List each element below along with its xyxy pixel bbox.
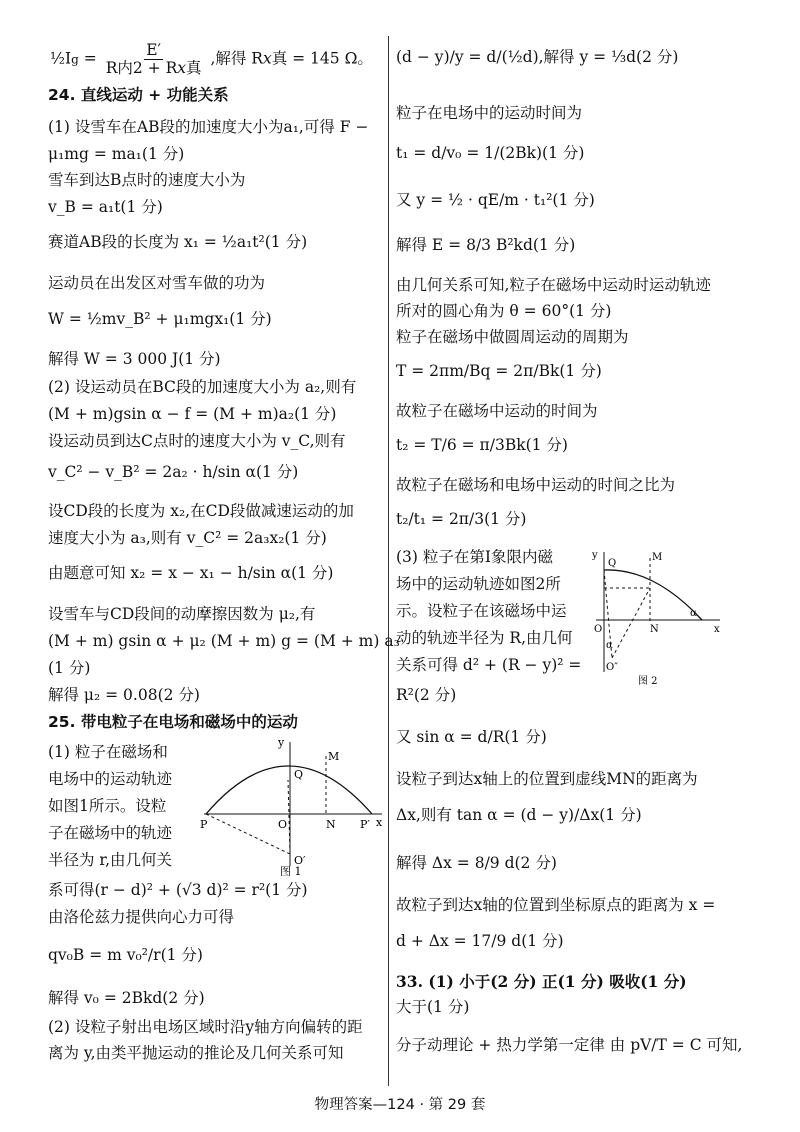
fraction: $\frac{E'}{\text{R内2 + R𝑥真}}$: [105, 41, 202, 78]
right-line: 分子动理论 + 热力学第一定律 由 pV/T = C 可知,: [396, 1036, 743, 1054]
q24-line: v_B = a₁t(1 分): [48, 198, 163, 216]
right-line: t₂/t₁ = 2π/3(1 分): [396, 510, 527, 528]
right-line: 故粒子在磁场中运动的时间为: [396, 402, 598, 420]
right-line: (d − y)/y = d/(½d),解得 y = ⅓d(2 分): [396, 48, 679, 66]
right-line: 场中的运动轨迹如图2所: [396, 575, 561, 593]
label-o: O: [594, 624, 603, 635]
q24-line: 设运动员到达C点时的速度大小为 v_C,则有: [48, 432, 346, 450]
label-o-double-prime: O″: [606, 662, 618, 673]
label-q: Q: [608, 558, 617, 569]
q25-line: 离为 y,由类平抛运动的推论及几何关系可知: [48, 1044, 344, 1062]
q24-line: 由题意可知 x₂ = x − x₁ − h/sin α(1 分): [48, 564, 334, 582]
label-y: y: [278, 736, 285, 749]
right-line: 由几何关系可知,粒子在磁场中运动时运动轨迹: [396, 276, 711, 294]
label-m: M: [652, 552, 663, 563]
label-m: M: [328, 750, 340, 763]
q24-line: (1 分): [48, 659, 91, 677]
right-line: 又 y = ½ · qE/m · t₁²(1 分): [396, 191, 595, 209]
q24-line: (1) 设雪车在AB段的加速度大小为a₁,可得 F −: [48, 118, 369, 136]
right-line: t₁ = d/v₀ = 1/(2Bk)(1 分): [396, 144, 585, 162]
label-y: y: [592, 550, 598, 561]
q25-line: 半径为 r,由几何关: [48, 851, 173, 869]
q25-line: 由洛伦兹力提供向心力可得: [48, 908, 235, 926]
label-n: N: [650, 624, 659, 635]
label-o-prime: O′: [294, 854, 306, 867]
trajectory-curve: [604, 570, 702, 620]
q25-line: 子在磁场中的轨迹: [48, 824, 173, 842]
right-line: 粒子在电场中的运动时间为: [396, 104, 583, 122]
label-x: x: [714, 624, 720, 635]
question-24-title: 24. 直线运动 + 功能关系: [48, 86, 229, 104]
q25-line: 如图1所示。设粒: [48, 797, 167, 815]
q24-line: μ₁mg = ma₁(1 分): [48, 145, 185, 163]
column-divider: [388, 36, 389, 1086]
right-line: 所对的圆心角为 θ = 60°(1 分): [396, 302, 612, 320]
label-x: x: [376, 816, 383, 829]
radius-line: [612, 588, 650, 658]
right-line: 动的轨迹半径为 R,由几何: [396, 629, 573, 647]
right-line: 解得 Δx = 8/9 d(2 分): [396, 854, 557, 872]
label-p: P: [200, 818, 208, 831]
q25-line: (1) 粒子在磁场和: [48, 743, 168, 761]
q24-line: 设雪车与CD段间的动摩擦因数为 μ₂,有: [48, 605, 316, 623]
q25-line: qv₀B = m v₀²/r(1 分): [48, 946, 203, 964]
right-line: 又 sin α = d/R(1 分): [396, 728, 547, 746]
q24-line: 赛道AB段的长度为 x₁ = ½a₁t²(1 分): [48, 233, 308, 251]
right-line: 解得 E = 8/3 B²kd(1 分): [396, 236, 576, 254]
question-25-title: 25. 带电粒子在电场和磁场中的运动: [48, 713, 298, 731]
right-line: (3) 粒子在第Ⅰ象限内磁: [396, 548, 554, 566]
q24-line: (M + m)gsin α − f = (M + m)a₂(1 分): [48, 405, 337, 423]
right-line: 关系可得 d² + (R − y)² =: [396, 656, 582, 674]
q24-line: 解得 μ₂ = 0.08(2 分): [48, 686, 200, 704]
right-line: Δx,则有 tan α = (d − y)/Δx(1 分): [396, 806, 642, 824]
q24-line: 设CD段的长度为 x₂,在CD段做减速运动的加: [48, 502, 354, 520]
right-line: t₂ = T/6 = π/3Bk(1 分): [396, 436, 568, 454]
right-line: T = 2πm/Bq = 2π/Bk(1 分): [396, 362, 602, 380]
trajectory-curve: [206, 766, 372, 814]
right-line: R²(2 分): [396, 686, 457, 704]
figure-2: [592, 548, 724, 686]
q24-line: 雪车到达B点时的速度大小为: [48, 171, 246, 189]
q25-line: 解得 v₀ = 2Bkd(2 分): [48, 989, 205, 1007]
figure-1-caption: 图 1: [280, 865, 302, 876]
formula-line-1: ½Ig = $\frac{E'}{\text{R内2 + R𝑥真}}$ ,解得 R𝑥真 = 145 Ω。: [50, 41, 373, 78]
label-alpha: α: [606, 640, 613, 651]
label-n: N: [326, 818, 336, 831]
right-line: 粒子在磁场中做圆周运动的周期为: [396, 328, 629, 346]
q24-line: v_C² − v_B² = 2a₂ · h/sin α(1 分): [48, 463, 299, 481]
q25-line: 系可得(r − d)² + (√3 d)² = r²(1 分): [48, 881, 308, 899]
q24-line: 解得 W = 3 000 J(1 分): [48, 350, 221, 368]
right-line: d + Δx = 17/9 d(1 分): [396, 932, 564, 950]
right-line: 示。设粒子在该磁场中运: [396, 602, 567, 620]
label-p-prime: P′: [360, 818, 370, 831]
page-footer: 物理答案—124 · 第 29 套: [314, 1097, 486, 1113]
label-alpha: α: [690, 608, 697, 619]
label-q: Q: [294, 768, 304, 781]
right-line: 设粒子到达x轴上的位置到虚线MN的距离为: [396, 770, 698, 788]
q24-line: (2) 设运动员在BC段的加速度大小为 a₂,则有: [48, 378, 357, 396]
q25-line: 电场中的运动轨迹: [48, 770, 173, 788]
figure-1: [200, 736, 386, 876]
figure-2-caption: 图 2: [638, 676, 658, 686]
q25-line: (2) 设粒子射出电场区域时沿y轴方向偏转的距: [48, 1018, 363, 1036]
right-line: 故粒子到达x轴的位置到坐标原点的距离为 x =: [396, 896, 716, 914]
label-o: O: [278, 818, 288, 831]
q24-line: 速度大小为 a₃,则有 v_C² = 2a₃x₂(1 分): [48, 529, 327, 547]
q24-line: (M + m) gsin α + μ₂ (M + m) g = (M + m) a₃: [48, 632, 400, 650]
question-33-answer: 33. (1) 小于(2 分) 正(1 分) 吸收(1 分): [396, 972, 687, 991]
q24-line: 运动员在出发区对雪车做的功为: [48, 274, 266, 292]
q24-line: W = ½mv_B² + μ₁mgx₁(1 分): [48, 310, 272, 328]
right-line: 故粒子在磁场和电场中运动的时间之比为: [396, 476, 676, 494]
right-line: 大于(1 分): [396, 998, 470, 1016]
